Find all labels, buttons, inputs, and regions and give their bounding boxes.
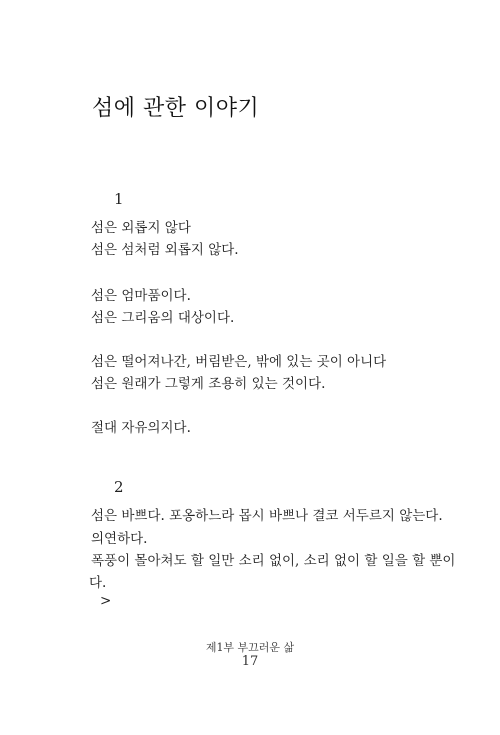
poem-line: 섬은 섬처럼 외롭지 않다. <box>91 242 239 258</box>
poem-line: 다. <box>89 575 107 591</box>
poem-line: 섬은 외롭지 않다 <box>91 220 191 236</box>
poem-line: 섬은 원래가 그렇게 조용히 있는 것이다. <box>91 376 326 392</box>
poem-line: 의연하다. <box>91 531 148 547</box>
continuation-mark: > <box>100 593 112 609</box>
poem-line: 섬은 떨어져나간, 버림받은, 밖에 있는 곳이 아니다 <box>91 354 387 370</box>
section-number: 1 <box>114 190 124 208</box>
poem-line: 섬은 그리움의 대상이다. <box>91 310 235 326</box>
section-number: 2 <box>114 478 124 496</box>
poem-line: 섬은 엄마품이다. <box>91 288 191 304</box>
running-title: 제1부 부끄러운 삶 <box>205 641 295 654</box>
poem-line: 섬은 바쁘다. 포옹하느라 몹시 바쁘나 결코 서두르지 않는다. <box>91 508 443 524</box>
poem-line: 폭풍이 몰아쳐도 할 일만 소리 없이, 소리 없이 할 일을 할 뿐이 <box>91 553 456 569</box>
poem-line: 절대 자유의지다. <box>91 420 191 436</box>
page-number: 17 <box>241 654 259 669</box>
chapter-title: 섬에 관한 이야기 <box>92 95 260 121</box>
